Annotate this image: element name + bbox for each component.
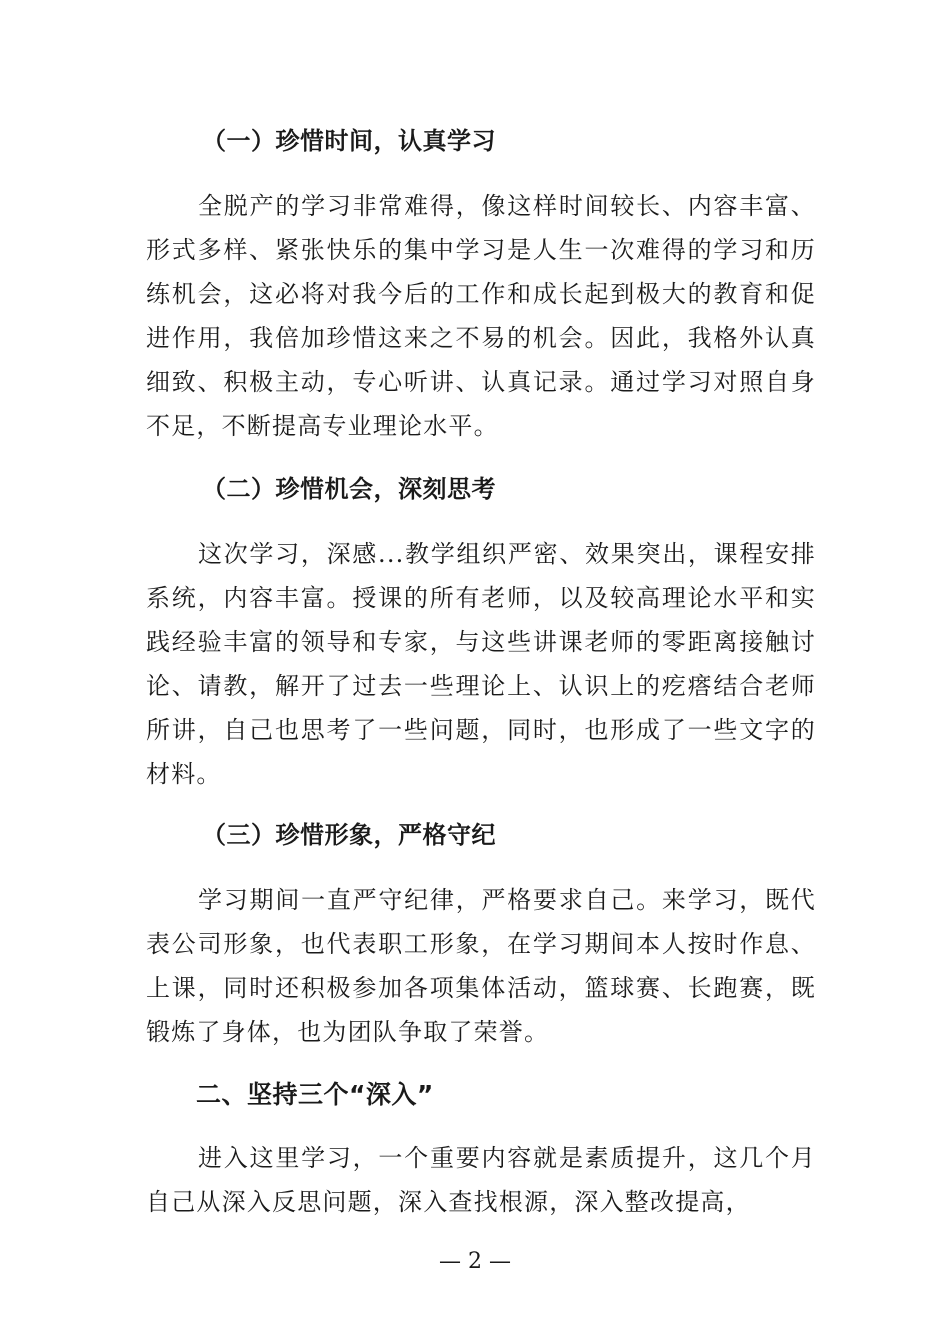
section-heading-1: （一）珍惜时间，认真学习 <box>202 127 496 155</box>
section-heading-3: （三）珍惜形象，严格守纪 <box>202 821 496 849</box>
section-heading-2: （二）珍惜机会，深刻思考 <box>202 475 496 503</box>
paragraph-3: 学习期间一直严守纪律，严格要求自己。来学习，既代表公司形象，也代表职工形象，在学习期间本人按时作息、上课，同时还积极参加各项集体活动，篮球赛、长跑赛，既锻炼了身体，也为团队争取了荣誉。 <box>146 886 816 1046</box>
paragraph-1: 全脱产的学习非常难得，像这样时间较长、内容丰富、形式多样、紧张快乐的集中学习是人生一次难得的学习和历练机会，这必将对我今后的工作和成长起到极大的教育和促进作用，我倍加珍惜这来之不易的机会。因此，我格外认真细致、积极主动，专心听讲、认真记录。通过学习对照自身不足，不断提高专业理论水平。 <box>146 192 816 440</box>
paragraph-4: 进入这里学习，一个重要内容就是素质提升，这几个月自己从深入反思问题，深入查找根源，深入整改提高， <box>146 1144 816 1216</box>
page-number: — 2 — <box>439 1249 511 1274</box>
paragraph-2: 这次学习，深感...教学组织严密、效果突出，课程安排系统，内容丰富。授课的所有老师，以及较高理论水平和实践经验丰富的领导和专家，与这些讲课老师的零距离接触讨论、请教，解开了过去一些理论上、认识上的疙瘩结合老师所讲，自己也思考了一些问题，同时，也形成了一些文字的材料。 <box>146 540 816 788</box>
chapter-heading-2: 二、坚持三个“深入” <box>196 1080 434 1109</box>
